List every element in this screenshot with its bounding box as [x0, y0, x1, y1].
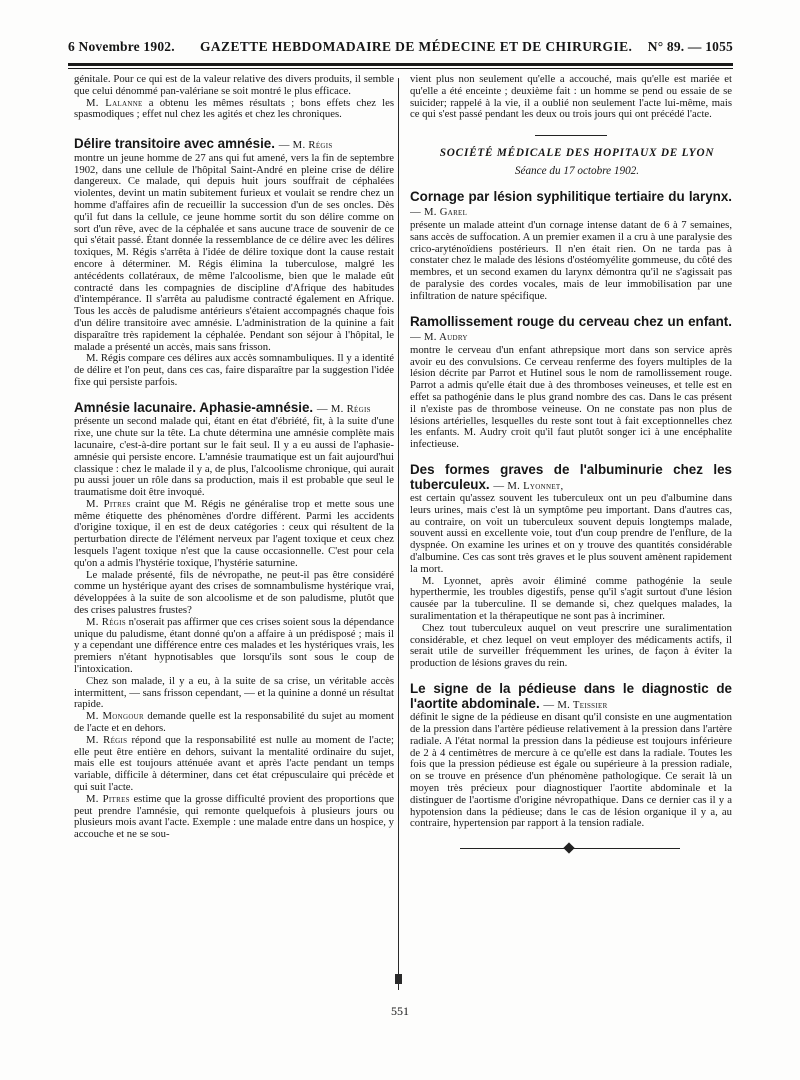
article-title: Ramollissement rouge du cerveau chez un enfant.: [410, 313, 732, 329]
paragraph: [74, 794, 394, 841]
article-heading: [410, 463, 732, 493]
article-heading: [410, 315, 732, 345]
paragraph: définit le signe de la pédieuse en disant qu'il consiste en une augmentation de la pression dans l'artère pédieuse relativement à la pression dans l'artère radiale. A l'état normal la pression dans la pédieuse est toujours inférieure de 2 à 4 centimètres de mercure à ce qu'elle est dans la radiale. Toutes les fois que la pression pédieuse est égale ou supérieure à la pression radiale, on se trouve en présence d'un phénomène pathologique. Ce serait là un moyen très précieux pour diagnostiquer l'aortite abdominale et la distinguer de l'aortisme d'origine névropathique. Dans ce dernier cas il y a hypotension dans la pédieuse; dans le cas de lésion organique il y a, au contraire, hypertension par rapport à la tension radiale.: [410, 711, 732, 830]
article-heading: [74, 137, 394, 153]
paragraph-text: a obtenu les mêmes résultats ; bons effets chez les spasmodiques ; effet nul chez les agités et chez les chroniques.: [74, 96, 394, 121]
article-title: Le signe de la pédieuse dans le diagnostic de l'aortite abdominale.: [410, 681, 732, 711]
header-rule-thin: [68, 68, 733, 69]
journal-title: GAZETTE HEBDOMADAIRE DE MÉDECINE ET DE CHIRURGIE.: [200, 39, 633, 54]
paragraph: est certain qu'assez souvent les tuberculeux ont un peu d'albumine dans leurs urines, mais c'est là un symptôme peu important. Dans d'autres cas, au contraire, on voit un tuberculeux souvent depuis longtemps malade, souvent aussi en excellente voie, tout d'un coup prendre de l'enflure, de la dyspnée. On examine les urines et on y trouve des quantités considérable d'albumine. Ces cas sont très graves et le plus souvent amènent rapidement la mort.: [410, 492, 732, 575]
article-heading: [74, 401, 394, 417]
paragraph-text: demande quelle est la responsabilité du sujet au moment de l'acte et en dehors.: [74, 710, 394, 735]
session-date: Séance du 17 octobre 1902.: [514, 164, 640, 177]
article-title: Amnésie lacunaire. Aphasie-amnésie.: [74, 399, 314, 415]
speaker-name: M. Pitres: [86, 792, 130, 805]
article-title: Des formes graves de l'albuminurie chez les tuberculeux.: [410, 461, 732, 492]
speaker-name: M. Lalanne: [86, 96, 143, 109]
paragraph: montre un jeune homme de 27 ans qui fut amené, vers la fin de septembre 1902, dans une cellule de l'hôpital Saint-André en pleine crise de délire dangereux. Ce malade, qui depuis huit jours souffrait de céphalées violentes, devint un matin subitement furieux et voulait se rendre chez un homme d'affaires afin de recueillir la succession d'un de ses oncles. Dès qu'il fut dans la cellule, ce jeune homme sortit du son délire comme on sort d'un rêve, avec de la céphalée et sans aucune trace de souvenir de ce qui s'était passé. Étant donnée la ressemblance de ce délire avec les délires toxiques, M. Régis s'arrêta à l'idée de délire toxique dont la cause restait encore à déterminer. M. Régis élimina la tuberculose, malgré les antécédents collatéraux, de même l'alcoolisme, bien que le malade eût contracté dans les compagnies de discipline d'Afrique des habitudes d'intempérance. Il s'arrêta au paludisme contracté également en Afrique. Tous les accès de paludisme antérieurs s'étaient accompagnés chaque fois d'un délire transitoire avec amnésie. L'administration de la quinine a fait disparaître très rapidement la céphalée. Pendant son séjour à l'hôpital, le malade a présenté un accès, mais sans frisson.: [74, 151, 394, 353]
right-column: [410, 74, 732, 992]
article-author: — M. Teissier: [543, 698, 608, 711]
column-divider: [398, 78, 399, 990]
article-heading: [410, 682, 732, 712]
paragraph: Le malade présenté, fils de névropathe, ne peut-il pas être considéré comme un hystérique ayant des crises de somnambulisme hystérique vrai, développées à la suite de son alcoolisme et de son paludisme, plutôt que des crises palustres frustes?: [74, 568, 394, 617]
paragraph: [74, 499, 394, 570]
end-ornament: [410, 842, 732, 856]
paragraph: [74, 711, 394, 735]
page-number: 551: [391, 1004, 409, 1018]
paragraph: montre le cerveau d'un enfant athrepsique mort dans son service après avoir eu des convulsions. Ce cerveau renferme des foyers multiples de la lésion décrite par Parrot et Hutinel sous le nom de ramollissement rouge. Parrot a admis qu'elle était due à des thromboses veineuses, et telle est en effet sa pathogénie dans le plus grand nombre des cas. Dans le cas présent il n'existe pas de thrombose veineuse. On ne constate pas non plus de lésions artérielles, lesquelles du reste sont tout à fait exceptionnelles chez les enfants. M. Audry croit qu'il faut plutôt songer ici à une encéphalite infectieuse.: [410, 343, 732, 451]
article-author: — M. Régis: [278, 139, 333, 152]
diamond-icon: [563, 843, 574, 854]
paragraph: [74, 98, 394, 122]
paragraph: M. Régis compare ces délires aux accès somnambuliques. Il y a identité de délire et l'on peut, dans ces cas, faire disparaître par la suggestion l'idée fixe qui persiste parfois.: [74, 352, 394, 388]
paragraph-text: n'oserait pas affirmer que ces crises soient sous la dépendance unique du paludisme, étant donné qu'on a affaire à un prédisposé ; mais il y a cependant une différence entre ces malades et les hystériques vrais, les premiers n'étant hypnotisables que lorsqu'ils sont sous le coup de l'intoxication.: [74, 615, 394, 676]
article-title: Délire transitoire avec amnésie.: [74, 136, 275, 152]
paragraph: [74, 617, 394, 676]
speaker-name: M. Pitres: [86, 497, 131, 510]
article-heading: [410, 190, 732, 220]
speaker-name: M. Régis: [86, 615, 126, 628]
article-title: Cornage par lésion syphilitique tertiaire du larynx.: [410, 188, 732, 204]
paragraph: génitale. Pour ce qui est de la valeur relative des divers produits, il semble que celui dénommé pan-valériane se soit montré le plus efficace.: [74, 74, 394, 97]
paragraph-text: répond que la responsabilité est nulle au moment de l'acte; elle peut être entière en dehors, suivant la mentalité ordinaire du sujet, mais elle est toujours atténuée avant et après l'acte pendant un temps variable, difficile à déterminer, dans cet état crépusculaire qui précède et qui suit l'acte.: [74, 733, 394, 794]
section-rule: [535, 135, 607, 136]
issue-date: 6 Novembre 1902.: [68, 39, 175, 54]
article-author: — M. Audry: [410, 331, 468, 344]
paragraph-text: estime que la grosse difficulté provient des proportions que peut prendre l'amnésie, qui remonte quelquefois à plusieurs jours ou plusieurs mois avant l'acte. Exemple : une malade entre dans un hospice, y accouche et ne se sou-: [74, 792, 394, 841]
paragraph: M. Lyonnet, après avoir éliminé comme pathogénie la seule hyperthermie, les troubles digestifs, pense qu'il s'agit surtout d'une lésion causée par la tuberculine. Il se demande si, chez quelques malades, la suralimentation et la thérapeutique ne sont pas à incriminer.: [410, 574, 732, 623]
article-author: — M. Lyonnet,: [493, 479, 564, 492]
paragraph: présente un malade atteint d'un cornage intense datant de 6 à 7 semaines, sans accès de suffocation. A un premier examen il a cru à une paralysie des crico-aryténoïdiens postérieurs. Il n'en était rien. On ne tarda pas à constater chez le malade des lésions d'ostéomyélite gommeuse, du côté des membres, et un second examen du larynx démontra qu'il ne s'agissait pas de paralysie des cordes vocales, mais de leur immobilisation par une infiltration de nature spécifique.: [410, 218, 732, 302]
paragraph: Chez tout tuberculeux auquel on veut prescrire une suralimentation considérable, et chez lequel on veut employer des médicaments actifs, il serait utile de surveiller fréquemment les urines, de façon à éviter la production de lésions graves du rein.: [410, 621, 732, 670]
speaker-name: M. Mongour: [86, 710, 144, 723]
paragraph-text: craint que M. Régis ne généralise trop et mette sous une même étiquette des phénomènes d'ordre différent. Parmi les accidents d'origine toxique, il en est de deux catégories : ceux qui résultent de la perturbation directe de l'élément nerveux par l'agent toxique et ceux chez lesquels l'agent toxique n'est que la cause occasionnelle. C'est pour cela qu'on a admis l'hystérie toxique, l'hystérie saturnine.: [74, 497, 394, 569]
column-divider-end: [395, 974, 402, 984]
article-author: — M. Régis: [316, 402, 371, 415]
header-rule-thick: [68, 63, 733, 66]
paragraph: Chez son malade, il y a eu, à la suite de sa crise, un véritable accès intermittent, — sans frisson cependant, — et la quinine a donné un résultat rapide.: [74, 674, 394, 711]
paragraph: vient plus non seulement qu'elle a accouché, mais qu'elle est mariée et qu'elle a été enceinte ; deuxième fait : un homme se pend ou essaie de se suicider; rappelé à la vie, il a oublié non seulement l'acte lui-même, mais ce qui s'est passé pendant les deux ou trois jours qui ont précédé l'acte.: [410, 74, 732, 121]
running-header: [68, 36, 733, 60]
society-title: SOCIÉTÉ MÉDICALE DES HOPITAUX DE LYON: [439, 147, 715, 160]
paragraph: [74, 735, 394, 794]
article-author: — M. Garel: [410, 206, 468, 219]
left-column: [74, 74, 394, 992]
paragraph: présente un second malade qui, étant en état d'ébriété, fit, à la suite d'une rixe, une chute sur la tête. La chute détermina une amnésie complète mais lacunaire, c'est-à-dire portant sur le fait seul. Il y a eu aussi de l'aphasie-amnésie qui persiste encore. L'amnésie traumatique est un fait aujourd'hui classique : chez le malade il y a, de plus, l'alcoolisme chronique, qui aurait pu aussi jouer un rôle dans sa production, mais il est probable que seul le traumatisme doit être invoqué.: [74, 415, 394, 499]
issue-number: N° 89. — 1055: [647, 39, 733, 54]
speaker-name: M. Régis: [86, 733, 128, 746]
